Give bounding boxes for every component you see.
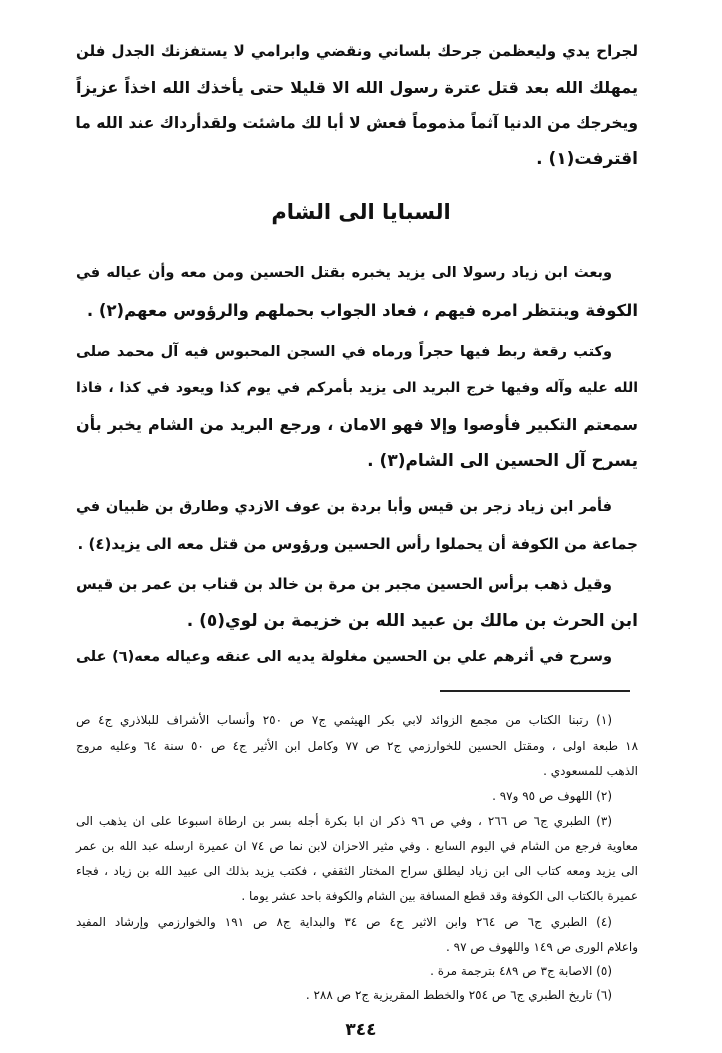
- text-line: وبعث ابن زياد رسولا الى يزيد يخبره بقتل الحسين ومن معه وأن عياله في: [76, 265, 612, 281]
- footnote-line: الى يزيد ومعه كتاب الى ابن زياد ليطلق سراح المختار الثقفي ، فكتب يزيد بذلك الى عبيد الله بن زياد ، فجاء: [76, 864, 638, 878]
- text-line: فأمر ابن زياد زجر بن قيس وأبا بردة بن عوف الازدي وطارق بن ظبيان في: [76, 499, 612, 515]
- page-number: ٣٤٤: [345, 1020, 377, 1040]
- text-line: يسرح آل الحسين الى الشام(٣) .: [367, 451, 638, 471]
- text-line: وسرح في أثرهم علي بن الحسين مغلولة يديه الى عنقه وعياله معه(٦) على: [76, 649, 612, 665]
- text-line: الكوفة وينتظر امره فيهم ، فعاد الجواب بحملهم والرؤوس معهم(٢) .: [86, 301, 638, 320]
- footnote-line: (٦) تاريخ الطبري ج٦ ص ٢٥٤ والخطط المقريزية ج٢ ص ٢٨٨ .: [305, 988, 612, 1002]
- text-line: جماعة من الكوفة أن يحملوا رأس الحسين ورؤوس من قتل معه الى يزيد(٤) .: [77, 535, 638, 553]
- footnote-line: ١٨ طبعة اولى ، ومقتل الحسين للخوارزمي ج٢ ص ٧٧ وكامل ابن الأثير ج٤ ص ٥٠ سنة ٦٤ وعليه مروج: [76, 739, 639, 753]
- footnote-line: (٥) الاصابة ج٣ ص ٤٨٩ بترجمة مرة .: [430, 964, 612, 978]
- text-line: وكتب رقعة ربط فيها حجراً ورماه في السجن المحبوس فيه آل محمد صلى: [76, 344, 612, 360]
- section-title: السبايا الى الشام: [271, 200, 451, 224]
- text-line: ويخرجك من الدنيا آثماً مذموماً فعش لا أبا لك ماشئت ولقدأرداك عند الله ما: [75, 114, 638, 132]
- text-line: ابن الحرث بن مالك بن عبيد الله بن خزيمة بن لوي(٥) .: [186, 611, 638, 631]
- footnote-line: (٢) اللهوف ص ٩٥ و٩٧ .: [492, 789, 612, 803]
- footnote-line: الذهب للمسعودي .: [543, 764, 638, 778]
- text-line: لجراح يدي وليعظمن جرحك بلساني ونقضي وابرامي لا يستفزنك الجدل فلن: [76, 42, 638, 60]
- text-line: وقيل ذهب برأس الحسين مجبر بن مرة بن خالد بن قناب بن عمر بن قيس: [76, 575, 612, 593]
- text-line: سمعتم التكبير فأوصوا وإلا فهو الامان ، ورجع البريد من الشام يخبر بأن: [76, 415, 638, 434]
- footnote-divider: [440, 690, 630, 692]
- footnote-line: عميرة بالكتاب الى الكوفة وقد قطع المسافة بين الشام والكوفة باحد عشر يوما .: [241, 889, 638, 903]
- footnote-line: (١) رتبنا الكتاب من مجمع الزوائد لابي بكر الهيثمي ج٧ ص ٢٥٠ وأنساب الأشراف للبلاذري ج٤ ص: [76, 713, 612, 727]
- footnote-line: (٤) الطبري ج٦ ص ٢٦٤ وابن الاثير ج٤ ص ٣٤ والبداية ج٨ ص ١٩١ والخوارزمي وإرشاد المفيد: [76, 915, 612, 929]
- footnote-line: معاوية فرجع من الشام في اليوم السابع . وفي مثير الاحزان لابن نما ص ٧٤ ان عميرة ارسله عبد الله بن عمر: [76, 839, 639, 853]
- footnote-line: (٣) الطبري ج٦ ص ٢٦٦ ، وفي ص ٩٦ ذكر ان ابا بكرة أجله بسر بن ارطاة اسبوعا على ان يذهب الى: [76, 814, 613, 828]
- footnote-line: واعلام الورى ص ١٤٩ واللهوف ص ٩٧ .: [446, 940, 638, 954]
- text-line: يمهلك الله بعد قتل عترة رسول الله الا قليلا حتى يأخذك الله اخذاً عزيزاً: [76, 78, 638, 97]
- text-line: الله عليه وآله وفيها خرج البريد الى يزيد بأمركم في يوم كذا ويعود في كذا ، فاذا: [76, 380, 638, 396]
- text-line: اقترفت(١) .: [536, 149, 638, 169]
